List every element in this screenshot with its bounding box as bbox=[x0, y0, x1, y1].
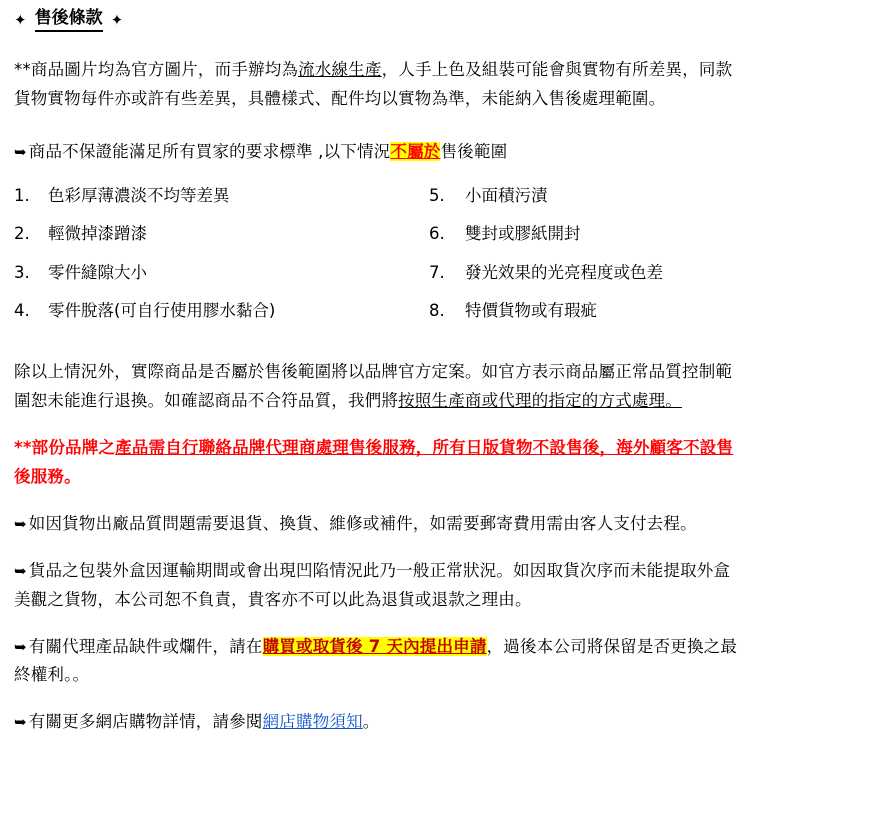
list-item-label: 零件縫隙大小 bbox=[48, 262, 147, 282]
policy-line1: 除以上情況外，實際商品是否屬於售後範圍將以品牌官方定案。如官方表示商品屬正常品質控制範 bbox=[14, 362, 733, 382]
list-item bbox=[429, 183, 869, 209]
list-item bbox=[14, 260, 429, 286]
list-item bbox=[429, 260, 869, 286]
bullet-more-info bbox=[0, 708, 890, 737]
page-title bbox=[0, 0, 890, 32]
exclusion-heading-highlight: 不屬於 bbox=[390, 142, 441, 161]
bullet-box-condition-line2: 美觀之貨物，本公司恕不負責，貴客亦不可以此為退貨或退款之理由。 bbox=[14, 589, 532, 609]
agent-notice-underline: 產品需自行聯絡品牌代理商處理售後服務，所有日版貨物不設售後，海外顧客不設售 bbox=[115, 438, 734, 458]
list-item-label: 輕微掉漆蹭漆 bbox=[48, 224, 147, 244]
agent-notice-line2: 後服務。 bbox=[14, 467, 81, 487]
claim-line2: 終權利。。 bbox=[14, 665, 90, 685]
list-item bbox=[14, 183, 429, 209]
exclusion-list-right bbox=[429, 183, 869, 337]
arrow-icon: ➥ bbox=[14, 637, 27, 656]
list-item bbox=[14, 221, 429, 247]
bullet-return-shipping bbox=[0, 510, 890, 539]
exclusion-heading bbox=[0, 138, 890, 167]
arrow-icon: ➥ bbox=[14, 713, 27, 732]
list-item-number: 6. bbox=[429, 224, 445, 244]
page-title-text: 售後條款 bbox=[35, 8, 103, 32]
list-item-label: 發光效果的光亮程度或色差 bbox=[465, 262, 663, 282]
policy-line2-prefix: 圍恕未能進行退換。如確認商品不合符品質，我們將 bbox=[14, 391, 399, 411]
bullet-box-condition bbox=[0, 557, 890, 615]
claim-highlight: 購買或取貨後 7 天內提出申請 bbox=[262, 636, 487, 656]
list-item bbox=[429, 298, 869, 324]
more-info-prefix: 有關更多網店購物詳情，請參閱 bbox=[28, 712, 263, 732]
list-item-label: 色彩厚薄濃淡不均等差異 bbox=[48, 185, 230, 205]
arrow-icon: ➥ bbox=[14, 143, 27, 161]
intro-line1-underline: 流水線生產 bbox=[298, 60, 382, 80]
claim-prefix: 有關代理產品缺件或爛件，請在 bbox=[28, 636, 263, 656]
list-item-number: 5. bbox=[429, 185, 445, 205]
intro-line2: 貨物實物每件亦或許有些差異，具體樣式、配件均以實物為準，未能納入售後處理範圍。 bbox=[14, 89, 666, 109]
list-item-number: 8. bbox=[429, 301, 445, 321]
more-info-suffix: 。 bbox=[362, 712, 380, 732]
intro-paragraph bbox=[0, 56, 890, 114]
list-item-label: 零件脫落(可自行使用膠水黏合) bbox=[48, 301, 276, 321]
list-item-number: 3. bbox=[14, 262, 30, 282]
list-item-number: 4. bbox=[14, 301, 30, 321]
intro-line1-prefix: **商品圖片均為官方圖片，而手辦均為 bbox=[14, 60, 299, 80]
exclusion-heading-prefix: 商品不保證能滿足所有買家的要求標準 ,以下情況 bbox=[28, 142, 391, 161]
list-item-label: 小面積污漬 bbox=[465, 185, 548, 205]
policy-line2-underline: 按照生產商或代理的指定的方式處理。 bbox=[398, 391, 683, 411]
bullet-return-shipping-text: 如因貨物出廠品質問題需要退貨、換貨、維修或補件，如需要郵寄費用需由客人支付去程。 bbox=[28, 513, 697, 533]
claim-suffix: ，過後本公司將保留是否更換之最 bbox=[486, 636, 738, 656]
bullet-claim-period bbox=[0, 633, 890, 691]
shopping-guide-link[interactable]: 網店購物須知 bbox=[262, 712, 363, 732]
exclusion-list bbox=[0, 183, 890, 337]
bullet-box-condition-line1: 貨品之包裝外盒因運輸期間或會出現凹陷情況此乃一般正常狀況。如因取貨次序而未能提取外盒 bbox=[28, 560, 731, 580]
list-item-label: 雙封或膠紙開封 bbox=[465, 224, 581, 244]
list-item bbox=[429, 221, 869, 247]
arrow-icon: ➥ bbox=[14, 514, 27, 533]
exclusion-list-left bbox=[14, 183, 429, 337]
list-item-number: 1. bbox=[14, 185, 30, 205]
star-left-icon: ✦ bbox=[14, 11, 27, 30]
arrow-icon: ➥ bbox=[14, 561, 27, 580]
intro-line1-suffix: ，人手上色及組裝可能會與實物有所差異，同款 bbox=[381, 60, 733, 80]
agent-notice bbox=[0, 434, 890, 492]
list-item-label: 特價貨物或有瑕疵 bbox=[465, 301, 597, 321]
agent-notice-prefix: **部份品牌之 bbox=[14, 438, 116, 458]
star-right-icon: ✦ bbox=[110, 11, 124, 30]
list-item bbox=[14, 298, 429, 324]
exclusion-heading-suffix: 售後範圍 bbox=[440, 142, 508, 161]
list-item-number: 7. bbox=[429, 262, 445, 282]
policy-paragraph bbox=[0, 358, 890, 416]
list-item-number: 2. bbox=[14, 224, 30, 244]
